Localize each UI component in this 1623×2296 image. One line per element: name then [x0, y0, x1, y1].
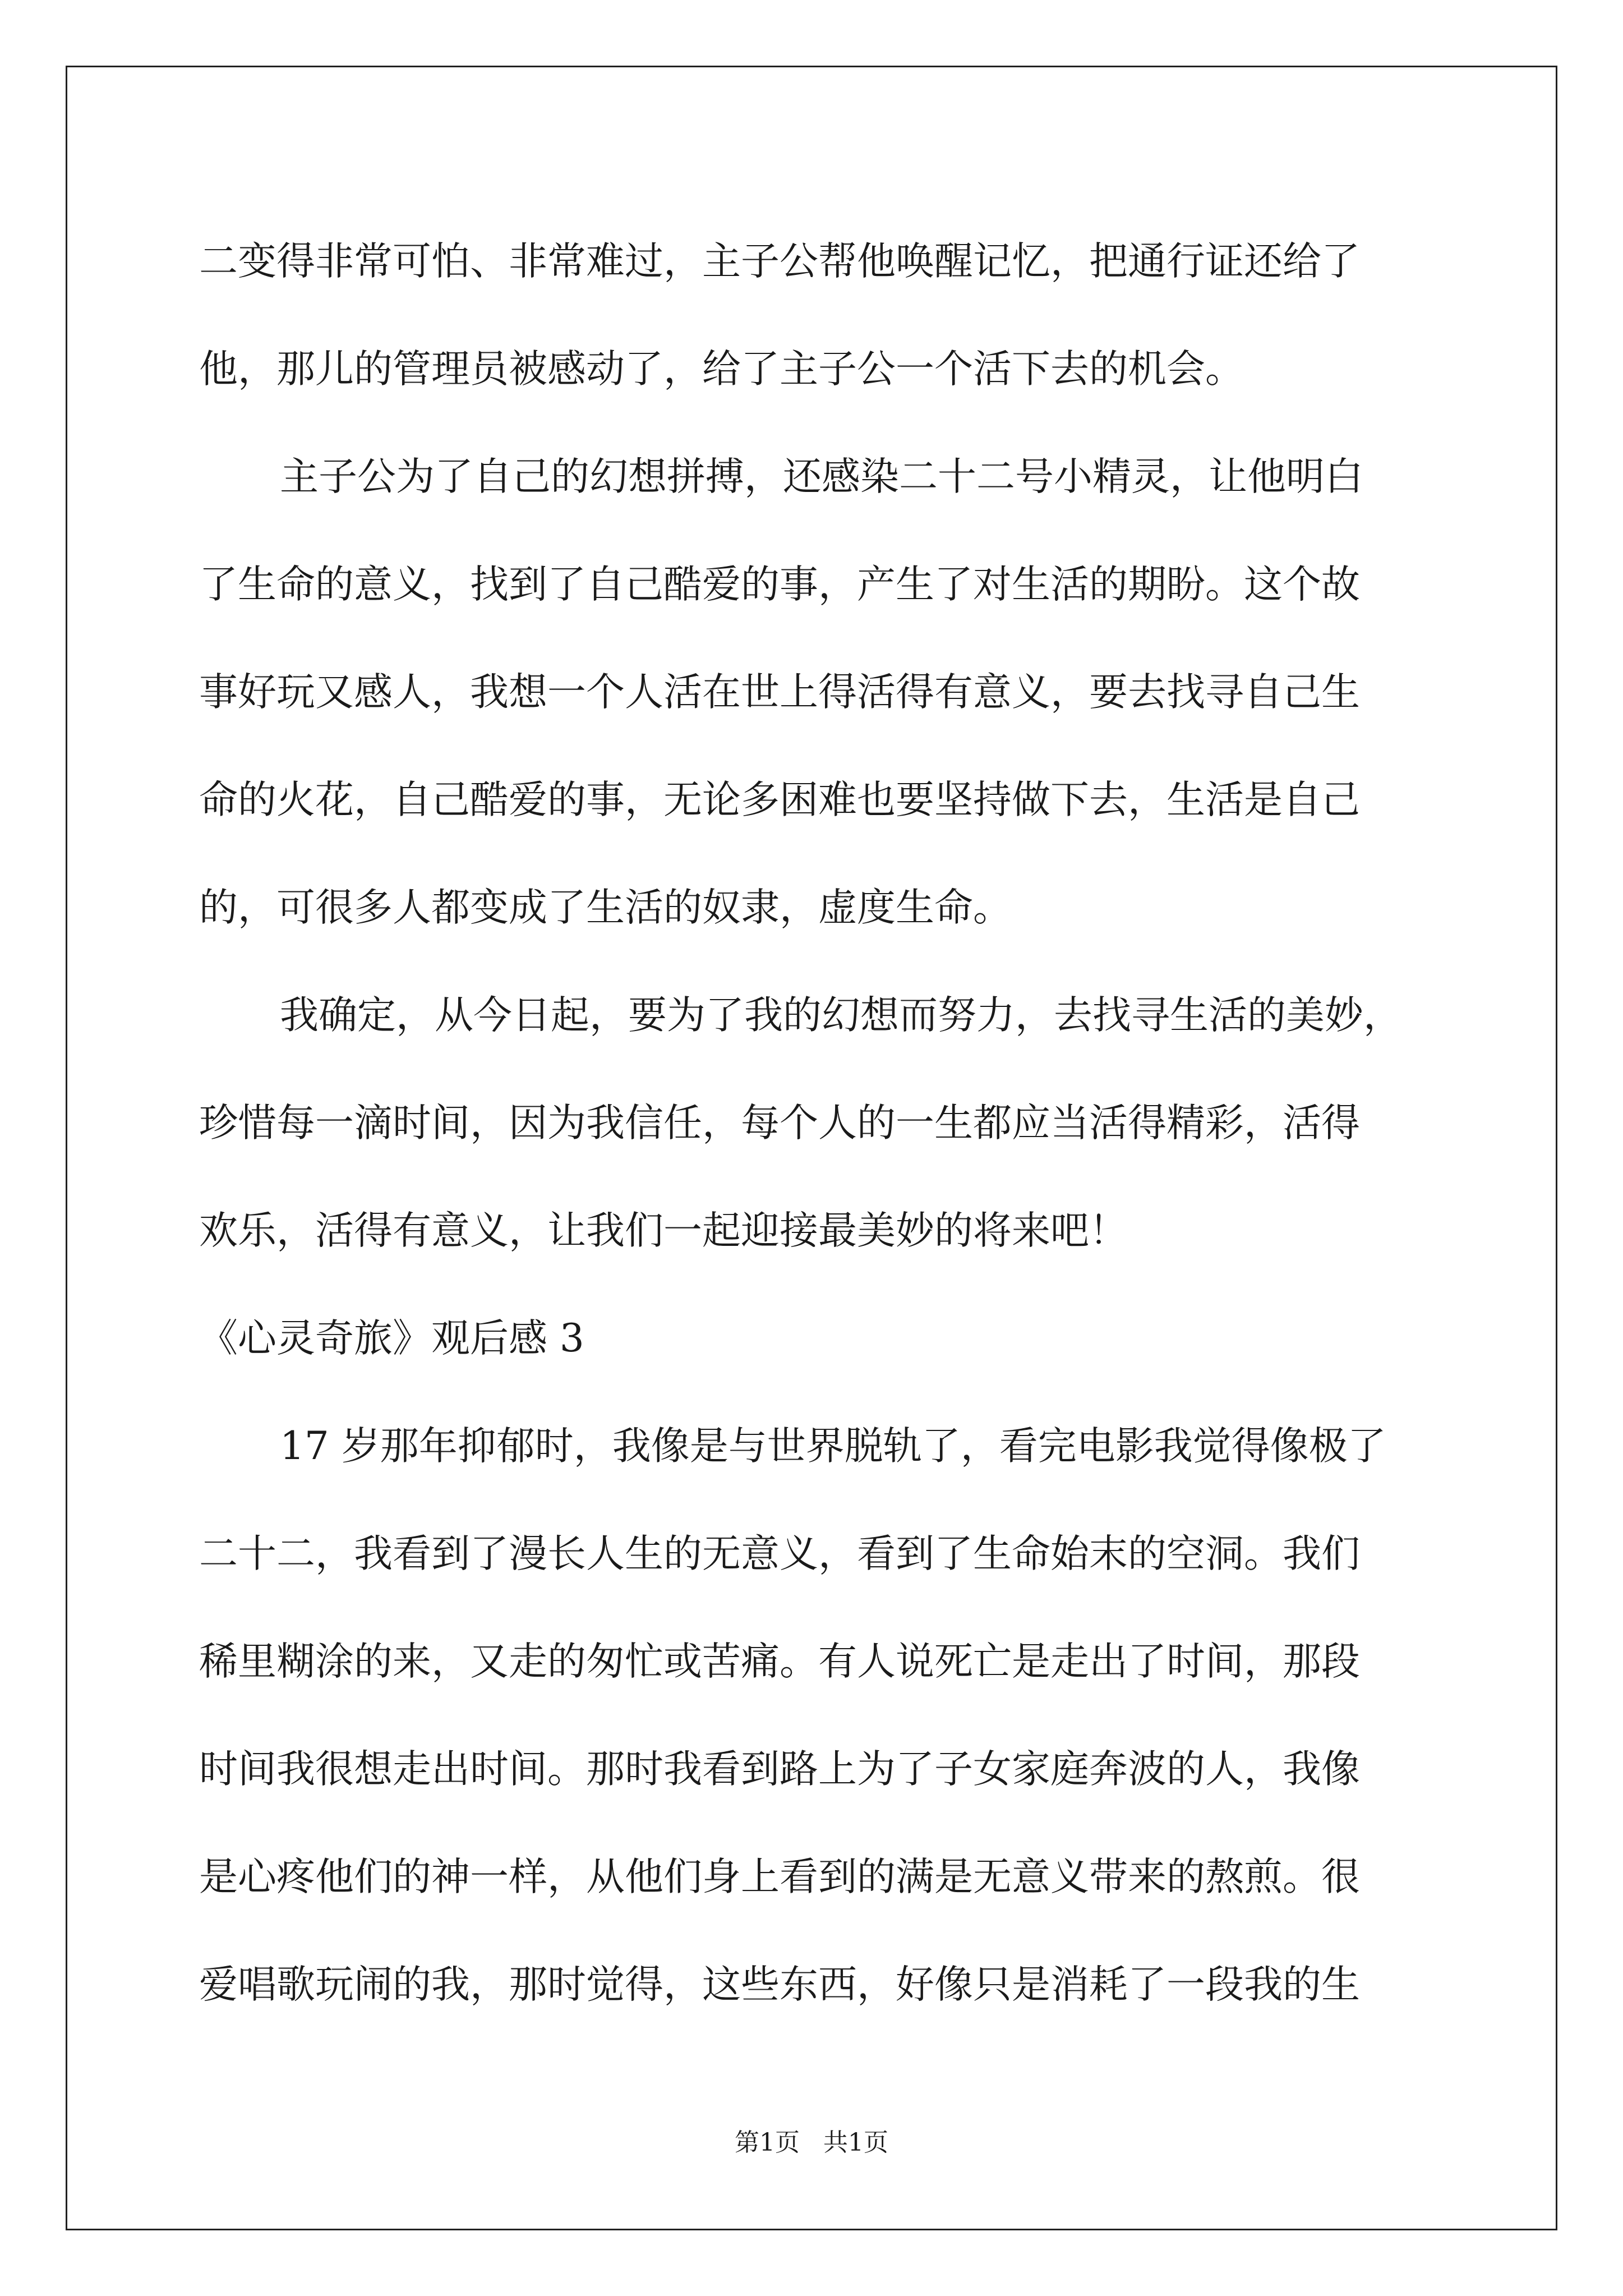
text-line: 的，可很多人都变成了生活的奴隶，虚度生命。 [199, 885, 1012, 930]
section-heading: 《心灵奇旅》观后感 3 [199, 1316, 584, 1361]
text-line: 二变得非常可怕、非常难过，主子公帮他唤醒记忆，把通行证还给了 [199, 239, 1360, 284]
text-line: 事好玩又感人，我想一个人活在世上得活得有意义，要去找寻自己生 [199, 670, 1360, 715]
document-body [199, 208, 1433, 2039]
text-line: 他，那儿的管理员被感动了，给了主子公一个活下去的机会。 [199, 347, 1244, 392]
text-line: 17 岁那年抑郁时，我像是与世界脱轨了，看完电影我觉得像极了 [280, 1424, 1386, 1469]
text-line: 了生命的意义，找到了自己酷爱的事，产生了对生活的期盼。这个故 [199, 562, 1360, 607]
text-line: 欢乐，活得有意义，让我们一起迎接最美妙的将来吧！ [199, 1208, 1128, 1253]
text-line: 主子公为了自己的幻想拼搏，还感染二十二号小精灵，让他明白 [280, 454, 1363, 499]
text-line: 稀里糊涂的来，又走的匆忙或苦痛。有人说死亡是走出了时间，那段 [199, 1639, 1360, 1684]
page-number-footer: 第1页 共1页 [735, 2128, 888, 2157]
text-line: 二十二，我看到了漫长人生的无意义，看到了生命始末的空洞。我们 [199, 1531, 1360, 1576]
text-line: 我确定，从今日起，要为了我的幻想而努力，去找寻生活的美妙， [280, 993, 1402, 1038]
text-line: 时间我很想走出时间。那时我看到路上为了子女家庭奔波的人，我像 [199, 1747, 1360, 1792]
text-line: 爱唱歌玩闹的我，那时觉得，这些东西，好像只是消耗了一段我的生 [199, 1962, 1360, 2007]
text-line: 命的火花，自己酷爱的事，无论多困难也要坚持做下去，生活是自己 [199, 777, 1360, 822]
text-line: 是心疼他们的神一样，从他们身上看到的满是无意义带来的熬煎。很 [199, 1855, 1360, 1899]
text-line: 珍惜每一滴时间，因为我信任，每个人的一生都应当活得精彩，活得 [199, 1101, 1360, 1145]
